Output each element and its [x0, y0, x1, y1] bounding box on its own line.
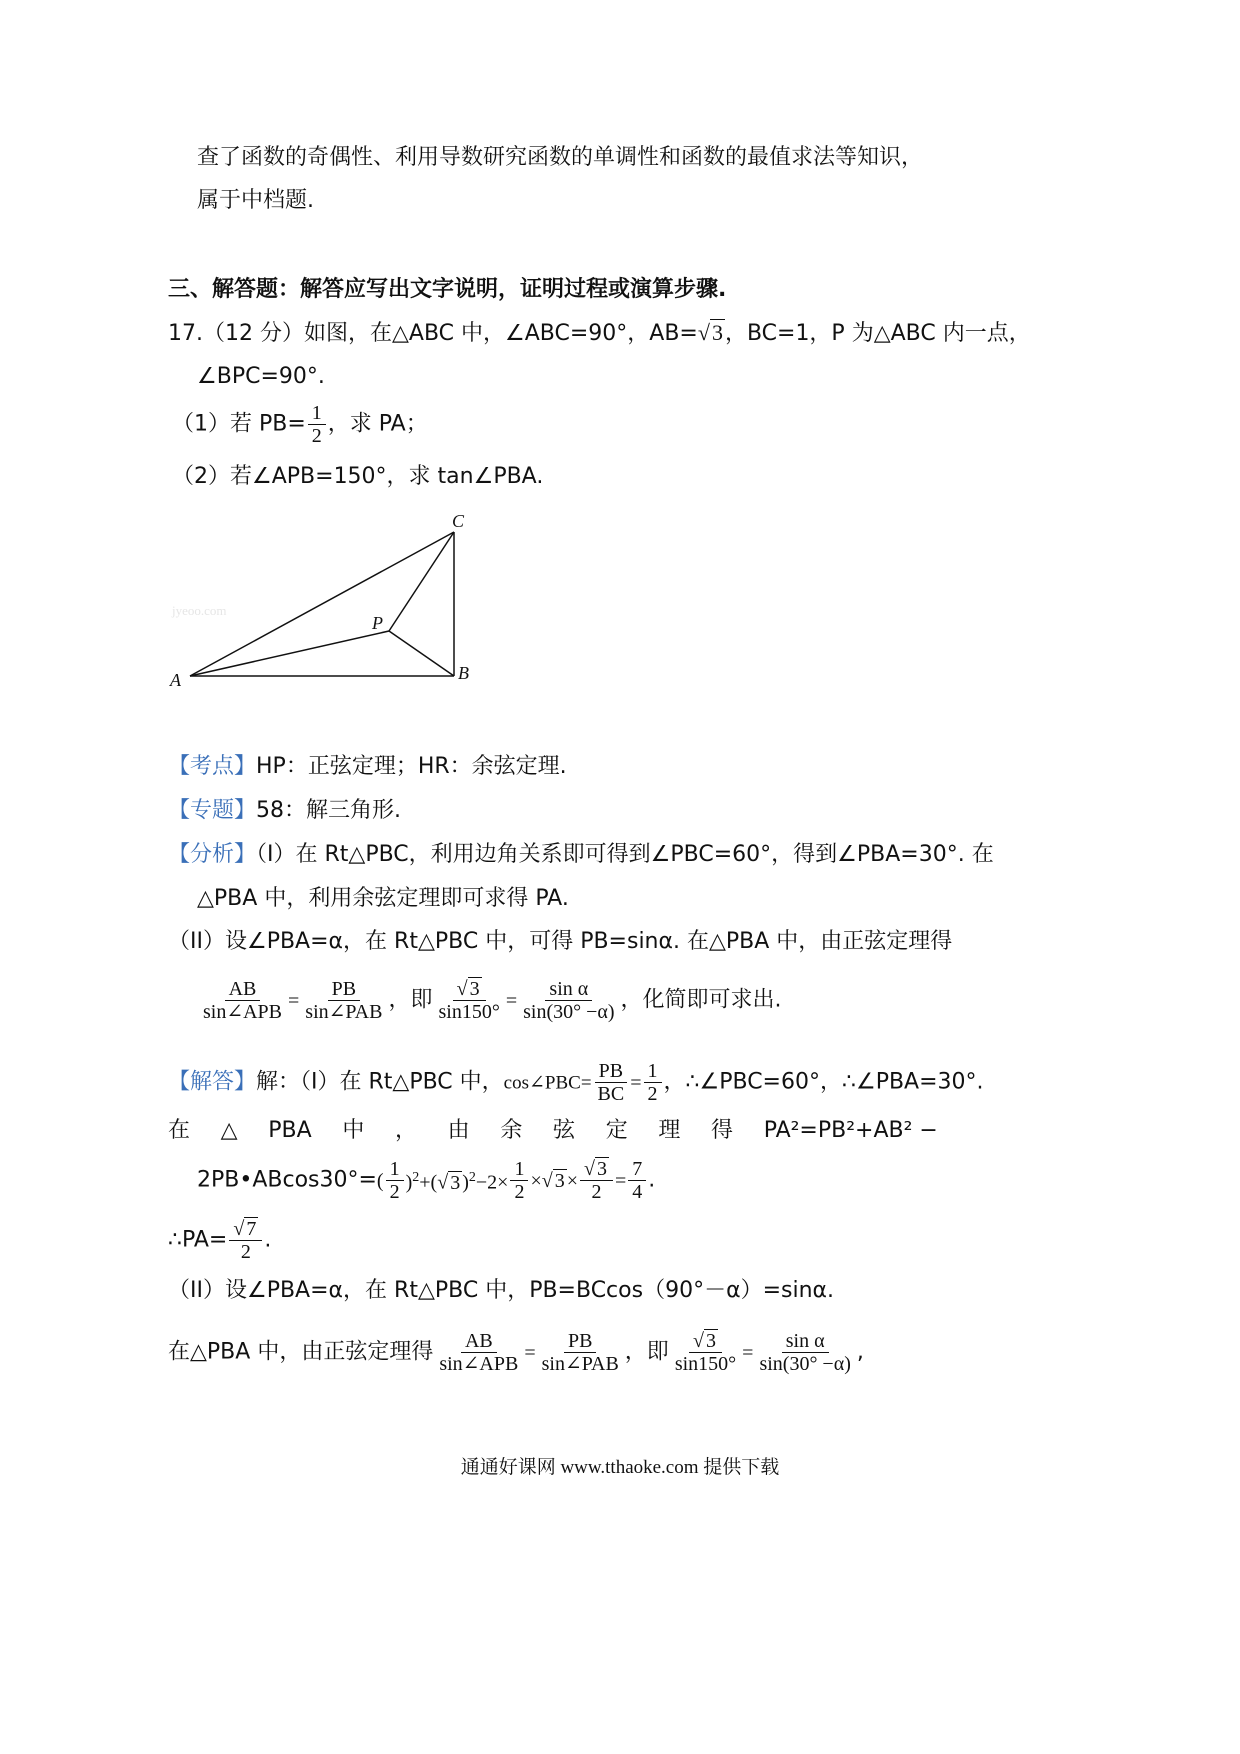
- question-1: [172, 402, 428, 447]
- jieda-tag: 【解答】: [168, 1069, 257, 1095]
- intro-line-2: 属于中档题.: [197, 188, 314, 213]
- fraction-pb-over-bc: $\frac{PB}{BC}$: [594, 1060, 629, 1105]
- watermark: jyeoo.com: [172, 603, 227, 618]
- kaodian-text: HP：正弦定理；HR：余弦定理.: [256, 754, 567, 779]
- jieda-line-4: ∴PA= $\frac{√ 7}{2}$ .: [168, 1218, 272, 1263]
- triangle-figure: [160, 505, 500, 705]
- section-heading: 三、解答题：解答应写出文字说明，证明过程或演算步骤.: [168, 277, 727, 302]
- pa-prefix: ∴PA=: [168, 1227, 228, 1253]
- fenxi-line-2: △PBA 中，利用余弦定理即可求得 PA.: [197, 886, 569, 911]
- jieda-line-3: 2PB•ABcos30°=( $\frac{1}{2}$ )$^2$+(√ 3 )$^2$−2× $\frac{1}{2}$ ×√ 3 × $\frac{√ 3}{2}$ = $\frac{7}{4}$ .: [197, 1158, 656, 1203]
- fraction-ab-over-sin-apb-2: $\frac{AB}{\text{sin∠APB}}$: [439, 1330, 519, 1375]
- cos-label: cos∠PBC=: [503, 1072, 592, 1094]
- fenxi-tail: ，化简即可求出.: [620, 987, 782, 1013]
- problem-text-end: ，BC=1，P 为△ABC 内一点，: [724, 321, 1031, 346]
- jieda-text-3: 2PB•ABcos30°=: [197, 1167, 377, 1193]
- edge-ac: [190, 532, 454, 676]
- jieda-text-6: 在△PBA 中，由正弦定理得: [168, 1339, 434, 1365]
- problem-line-1: [168, 318, 1031, 349]
- fraction-sin-alpha: $\frac{\text{sin α}}{\sin(30^\circ -\alpha)}$: [523, 978, 615, 1023]
- fraction-root3-over-sin150: $\frac{√ 3}{\sin 150^\circ}$: [438, 978, 500, 1023]
- fraction-root7-over-2: $\frac{√ 7}{2}$: [229, 1218, 262, 1263]
- fraction-one-half: $\frac{1}{2}$: [308, 402, 326, 447]
- intro-line-1: 查了函数的奇偶性、利用导数研究函数的单调性和函数的最值求法等知识，: [197, 145, 924, 170]
- page-footer: 通通好课网 www.tthaoke.com 提供下载: [460, 1457, 780, 1478]
- fraction-root3-over-sin150-2: $\frac{√ 3}{\sin 150^\circ}$: [674, 1330, 737, 1375]
- jieda-line-2: 在 △ PBA 中 ， 由 余 弦 定 理 得 PA²=PB²+AB² −: [168, 1116, 938, 1146]
- fraction-sin-alpha-2: $\frac{\text{sin α}}{\sin(30^\circ -\alpha)}$: [759, 1330, 851, 1375]
- fraction-pb-over-sin-pab-2: $\frac{PB}{\text{sin∠PAB}}$: [541, 1330, 619, 1375]
- label-b: B: [458, 663, 469, 683]
- fenxi-formula: [197, 978, 782, 1023]
- fraction-one-half-2: $\frac{1}{2}$: [644, 1060, 662, 1105]
- fraction-seven-quarters: $\frac{7}{4}$: [628, 1158, 646, 1203]
- law-of-cosines: PA²=PB²+AB² −: [763, 1118, 938, 1143]
- fenxi-tag: 【分析】: [168, 842, 257, 867]
- kaodian-line: [168, 752, 567, 782]
- fraction-pb-over-sin-pab: $\frac{PB}{\text{sin∠PAB}}$: [305, 978, 383, 1023]
- label-a: A: [170, 670, 181, 690]
- q1-suffix: ，求 PA；: [327, 411, 428, 437]
- zhuanti-line: [168, 796, 401, 826]
- equals-sign-2: =: [505, 989, 518, 1012]
- zhuanti-text: 58：解三角形.: [256, 798, 402, 823]
- jieda-line-5: （II）设∠PBA=α，在 Rt△PBC 中，PB=BCcos（90°－α）=sinα.: [168, 1278, 835, 1303]
- fraction-ab-over-sin-apb: $\frac{AB}{\text{sin∠APB}}$: [203, 978, 283, 1023]
- jieda-text-1b: ，∴∠PBC=60°，∴∠PBA=30°.: [663, 1069, 984, 1095]
- sqrt-3: √3: [697, 320, 723, 345]
- equals-sign: =: [288, 989, 300, 1012]
- fraction-root3-over-2: $\frac{√ 3}{2}$: [580, 1158, 613, 1203]
- q1-prefix: （1）若 PB=: [172, 411, 306, 437]
- fraction-half-b: $\frac{1}{2}$: [510, 1158, 528, 1203]
- problem-line-2: ∠BPC=90°.: [197, 364, 325, 389]
- label-p: P: [372, 613, 383, 633]
- edge-pb: [389, 631, 454, 676]
- problem-text: 17.（12 分）如图，在△ABC 中，∠ABC=90°，AB=: [168, 321, 698, 346]
- jieda-text-1a: 解：（I）在 Rt△PBC 中，: [256, 1069, 504, 1095]
- jieda-line-1: 【解答】解：（I）在 Rt△PBC 中，cos∠PBC= $\frac{PB}{BC}$ = $\frac{1}{2}$ ，∴∠PBC=60°，∴∠PBA=30°.: [168, 1060, 984, 1105]
- edge-ap: [190, 631, 389, 676]
- fenxi-line-1: [168, 840, 994, 870]
- fenxi-text-1: （I）在 Rt△PBC，利用边角关系即可得到∠PBC=60°，得到∠PBA=30°. 在: [256, 842, 994, 867]
- jieda-line-6: 在△PBA 中，由正弦定理得 $\frac{AB}{\text{sin∠APB}}$ = $\frac{PB}{\text{sin∠PAB}}$ ，即 $\frac{√ 3}{\sin 150^\circ}$ = $\frac{\text{sin α}}{\sin(30^\circ -\alpha)}$ ,: [168, 1330, 864, 1375]
- edge-pc: [389, 532, 454, 631]
- fraction-half-a: $\frac{1}{2}$: [386, 1158, 404, 1203]
- fenxi-line-3: （II）设∠PBA=α，在 Rt△PBC 中，可得 PB=sinα. 在△PBA 中，由正弦定理得: [168, 929, 953, 954]
- fenxi-ji: ，即: [388, 987, 433, 1013]
- zhuanti-tag: 【专题】: [168, 798, 257, 823]
- jieda-ji: ，即: [624, 1339, 669, 1365]
- question-2: （2）若∠APB=150°，求 tan∠PBA.: [172, 464, 544, 489]
- label-c: C: [452, 511, 465, 531]
- kaodian-tag: 【考点】: [168, 754, 257, 779]
